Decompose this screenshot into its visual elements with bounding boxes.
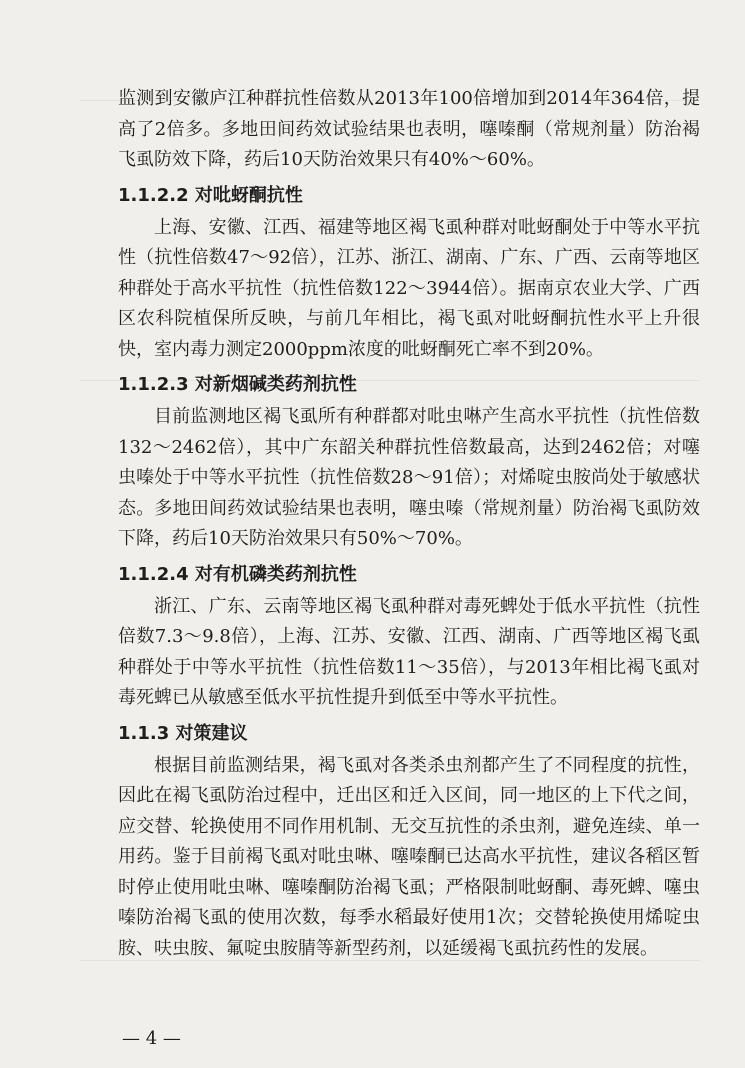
section-paragraph: 根据目前监测结果，褐飞虱对各类杀虫剂都产生了不同程度的抗性，因此在褐飞虱防治过程中，迁出区和迁入区间，同一地区的上下代之间，应交替、轮换使用不同作用机制、无交互抗性的杀虫剂，避免连续、单一用药。鉴于目前褐飞虱对吡虫啉、噻嗪酮已达高水平抗性，建议各稻区暂时停止使用吡虫啉、噻嗪酮防治褐飞虱；严格限制吡蚜酮、毒死蜱、噻虫嗪防治褐飞虱的使用次数，每季水稻最好使用1次；交替轮换使用烯啶虫胺、呋虫胺、氟啶虫胺腈等新型药剂，以延缓褐飞虱抗药性的发展。 <box>118 754 700 959</box>
section-paragraph: 上海、安徽、江西、福建等地区褐飞虱种群对吡蚜酮处于中等水平抗性（抗性倍数47～92倍），江苏、浙江、湖南、广东、广西、云南等地区种群处于高水平抗性（抗性倍数122～3944倍）。据南京农业大学、广西区农科院植保所反映，与前几年相比，褐飞虱对吡蚜酮抗性水平上升很快，室内毒力测定2000ppm浓度的吡蚜酮死亡率不到20%。 <box>118 216 700 360</box>
page-number: — 4 — <box>122 1028 181 1049</box>
section-heading: 1.1.2.2 对吡蚜酮抗性 <box>118 184 303 206</box>
section-heading: 1.1.3 对策建议 <box>118 722 248 744</box>
section-paragraph: 浙江、广东、云南等地区褐飞虱种群对毒死蜱处于低水平抗性（抗性倍数7.3～9.8倍），上海、江苏、安徽、江西、湖南、广西等地区褐飞虱种群处于中等水平抗性（抗性倍数11～35倍），与2013年相比褐飞虱对毒死蜱已从敏感至低水平抗性提升到低至中等水平抗性。 <box>118 595 700 708</box>
section-paragraph: 目前监测地区褐飞虱所有种群都对吡虫啉产生高水平抗性（抗性倍数132～2462倍），其中广东韶关种群抗性倍数最高，达到2462倍；对噻虫嗪处于中等水平抗性（抗性倍数28～91倍）；对烯啶虫胺尚处于敏感状态。多地田间药效试验结果也表明，噻虫嗪（常规剂量）防治褐飞虱防效下降，药后10天防治效果只有50%～70%。 <box>118 406 700 549</box>
section-heading: 1.1.2.3 对新烟碱类药剂抗性 <box>118 374 357 395</box>
document-body <box>118 84 700 964</box>
section-heading: 1.1.2.4 对有机磷类药剂抗性 <box>118 563 357 585</box>
intro-paragraph: 监测到安徽庐江种群抗性倍数从2013年100倍增加到2014年364倍，提高了2倍多。多地田间药效试验结果也表明，噻嗪酮（常规剂量）防治褐飞虱防效下降，药后10天防治效果只有40%～60%。 <box>118 88 700 170</box>
